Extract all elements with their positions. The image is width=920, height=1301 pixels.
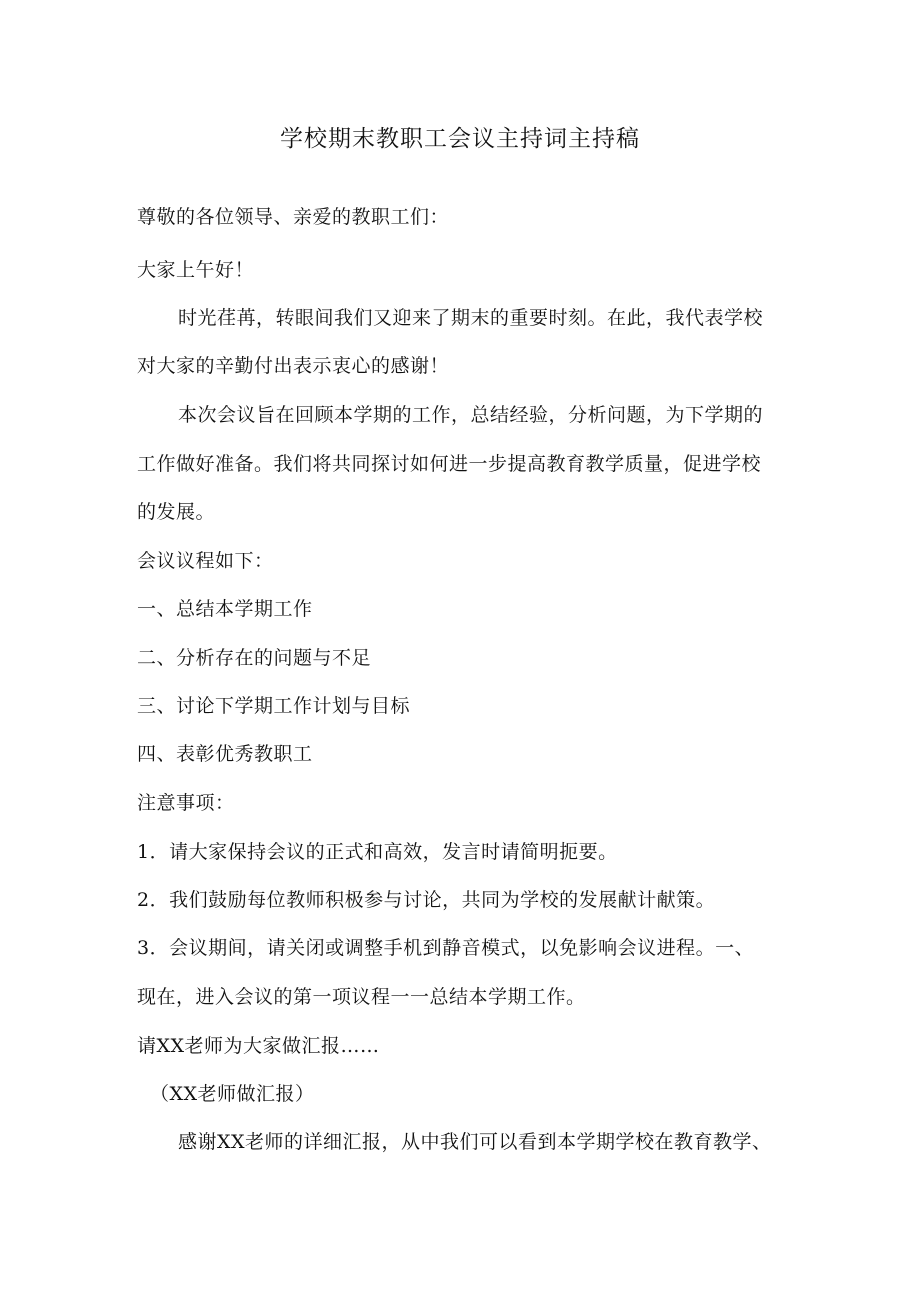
notes-heading: 注意事项： — [137, 792, 235, 814]
paragraph-1-line-1: 时光荏苒，转眼间我们又迎来了期末的重要时刻。在此，我代表学校 — [178, 307, 764, 329]
document-title: 学校期末教职工会议主持词主持稿 — [280, 126, 640, 152]
stage-direction: （XX老师做汇报） — [150, 1083, 315, 1105]
agenda-item: 一、总结本学期工作 — [137, 598, 313, 620]
agenda-heading: 会议议程如下： — [137, 550, 274, 572]
agenda-item: 三、讨论下学期工作计划与目标 — [137, 695, 411, 717]
agenda-item: 四、表彰优秀教职工 — [137, 743, 313, 765]
note-item: 3．会议期间，请关闭或调整手机到静音模式，以免影响会议进程。一、 — [137, 937, 755, 959]
note-item: 2．我们鼓励每位教师积极参与讨论，共同为学校的发展献计献策。 — [137, 889, 716, 911]
paragraph-2-line-3: 的发展。 — [137, 501, 216, 523]
thanks-line: 感谢XX老师的详细汇报，从中我们可以看到本学期学校在教育教学、 — [178, 1131, 772, 1153]
paragraph-2-line-1: 本次会议旨在回顾本学期的工作，总结经验，分析问题，为下学期的 — [178, 404, 764, 426]
invite-line: 请XX老师为大家做汇报…… — [137, 1035, 380, 1057]
agenda-item: 二、分析存在的问题与不足 — [137, 647, 372, 669]
paragraph-2-line-2: 工作做好准备。我们将共同探讨如何进一步提高教育教学质量，促进学校 — [137, 453, 762, 475]
greeting-line: 尊敬的各位领导、亲爱的教职工们： — [137, 206, 450, 228]
hello-line: 大家上午好！ — [137, 259, 255, 281]
paragraph-1-line-2: 对大家的辛勤付出表示衷心的感谢！ — [137, 355, 450, 377]
note-item: 1．请大家保持会议的正式和高效，发言时请简明扼要。 — [137, 841, 618, 863]
continuation-line: 现在，进入会议的第一项议程一一总结本学期工作。 — [137, 986, 586, 1008]
